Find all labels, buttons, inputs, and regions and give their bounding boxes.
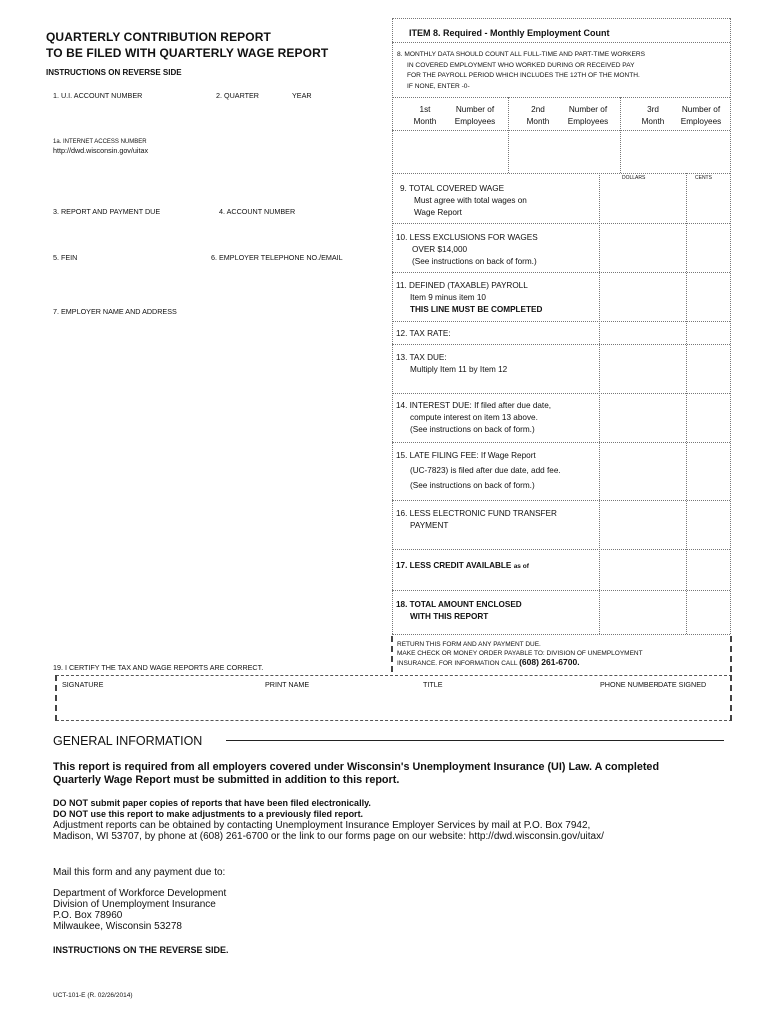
item10-dollars-field[interactable]	[601, 224, 685, 271]
signature-box-bottom	[56, 720, 732, 721]
ui-account-number-label: 1. U.I. ACCOUNT NUMBER	[53, 91, 143, 100]
fein-label: 5. FEIN	[53, 253, 78, 262]
cents-column-divider	[686, 173, 687, 634]
cents-header: CENTS	[695, 175, 712, 181]
item9-cents-field[interactable]	[688, 182, 728, 222]
item11-label: 11. DEFINED (TAXABLE) PAYROLL Item 9 minus item 10 THIS LINE MUST BE COMPLETED	[396, 281, 543, 314]
item17-label: 17. LESS CREDIT AVAILABLE as of	[396, 561, 529, 570]
instructions-note: INSTRUCTIONS ON REVERSE SIDE	[46, 68, 182, 77]
item16-label: 16. LESS ELECTRONIC FUND TRANSFER PAYMENT	[396, 509, 557, 530]
print-name-field[interactable]	[262, 692, 417, 718]
item13-dollars-field[interactable]	[601, 345, 685, 392]
item13-cents-field[interactable]	[688, 345, 728, 392]
month-1-employee-count-field[interactable]	[395, 132, 505, 172]
signature-box-right	[730, 675, 732, 721]
month-header-bottom	[392, 130, 730, 131]
item14-cents-field[interactable]	[688, 394, 728, 441]
employees-3-label: Number of Employees	[680, 105, 722, 126]
signature-box-top	[56, 675, 732, 676]
phone-number-label: PHONE NUMBER	[600, 680, 659, 689]
item18-cents-field[interactable]	[688, 591, 728, 633]
item9-label: 9. TOTAL COVERED WAGE Must agree with total wages on Wage Report	[400, 184, 527, 217]
item14-label: 14. INTEREST DUE: If filed after due date, compute interest on item 13 above. (See instructions on back of form.)	[396, 401, 552, 434]
month-header-top	[392, 97, 730, 98]
phone-number-field[interactable]	[598, 692, 654, 718]
month-1-label: 1st Month	[413, 105, 437, 126]
item8-title-divider	[392, 42, 730, 43]
return-block-left-border	[391, 636, 393, 672]
year-label: YEAR	[292, 91, 312, 100]
title-field[interactable]	[420, 692, 595, 718]
date-signed-label: DATE SIGNED	[658, 680, 707, 689]
item15-label: 15. LATE FILING FEE: If Wage Report (UC-7823) is filed after due date, add fee. (See instructions on back of form.)	[396, 451, 561, 490]
item8-description: 8. MONTHLY DATA SHOULD COUNT ALL FULL-TIME AND PART-TIME WORKERS IN COVERED EMPLOYMENT WHO WORKED DURING OR RECEIVED PAY FOR THE PAYROLL PERIOD WHICH INCLUDES THE 12TH OF THE MONTH. IF NONE, ENTER -0-	[397, 51, 646, 90]
form-title-line1: QUARTERLY CONTRIBUTION REPORT	[46, 30, 271, 44]
right-column-left-border	[392, 18, 393, 634]
item15-dollars-field[interactable]	[601, 443, 685, 499]
certify-statement: 19. I CERTIFY THE TAX AND WAGE REPORTS ARE CORRECT.	[53, 663, 264, 672]
item18-dollars-field[interactable]	[601, 591, 685, 633]
item17-dollars-field[interactable]	[601, 550, 685, 589]
item10-cents-field[interactable]	[688, 224, 728, 271]
title-label: TITLE	[423, 680, 443, 689]
month-divider-2	[620, 97, 621, 173]
internet-access-label: 1a. INTERNET ACCESS NUMBER	[53, 139, 147, 145]
general-info-intro: This report is required from all employers covered under Wisconsin's Unemployment Insurance (UI) Law. A completed Quarterly Wage Report must be submitted in addition to this report.	[53, 761, 660, 786]
item17-cents-field[interactable]	[688, 550, 728, 589]
employer-name-label: 7. EMPLOYER NAME AND ADDRESS	[53, 307, 177, 316]
adjustment-info: Adjustment reports can be obtained by contacting Unemployment Insurance Employer Services by mail at P.O. Box 7942, Madison, WI 53707, by phone at (608) 261-6700 or the link to our forms page on our website: http://dwd.wisconsin.gov/uitax/	[53, 820, 604, 842]
item18-divider	[392, 634, 730, 635]
month-2-label: 2nd Month	[526, 105, 550, 126]
right-column-top-border	[392, 18, 730, 19]
date-signed-field[interactable]	[656, 692, 728, 718]
month-3-employee-count-field[interactable]	[622, 132, 728, 172]
report-due-label: 3. REPORT AND PAYMENT DUE	[53, 207, 161, 216]
item9-dollars-field[interactable]	[601, 182, 685, 222]
warning-electronic: DO NOT submit paper copies of reports that have been filed electronically.	[53, 798, 371, 808]
item15-cents-field[interactable]	[688, 443, 728, 499]
item16-dollars-field[interactable]	[601, 501, 685, 548]
return-instructions: RETURN THIS FORM AND ANY PAYMENT DUE. MAKE CHECK OR MONEY ORDER PAYABLE TO: DIVISION OF UNEMPLOYMENT INSURANCE. FOR INFORMATION CALL (608) 261-6700.	[397, 641, 643, 667]
employees-1-label: Number of Employees	[454, 105, 496, 126]
item10-label: 10. LESS EXCLUSIONS FOR WAGES OVER $14,000 (See instructions on back of form.)	[396, 233, 538, 266]
form-id: UCT-101-E (R. 02/26/2014)	[53, 992, 133, 999]
employees-2-label: Number of Employees	[567, 105, 609, 126]
telephone-email-label: 6. EMPLOYER TELEPHONE NO./EMAIL	[211, 253, 343, 262]
reverse-side-note: INSTRUCTIONS ON THE REVERSE SIDE.	[53, 945, 229, 955]
general-info-rule	[226, 740, 724, 741]
month-3-label: 3rd Month	[641, 105, 665, 126]
dollars-header: DOLLARS	[622, 175, 646, 181]
quarter-label: 2. QUARTER	[216, 91, 260, 100]
employment-count-bottom	[392, 173, 730, 174]
month-2-employee-count-field[interactable]	[510, 132, 618, 172]
month-divider-1	[508, 97, 509, 173]
dollars-column-divider	[599, 173, 600, 634]
item11-dollars-field[interactable]	[601, 273, 685, 320]
return-block-right-border	[730, 636, 732, 672]
form-title-line2: TO BE FILED WITH QUARTERLY WAGE REPORT	[46, 46, 329, 60]
item12-label: 12. TAX RATE:	[396, 329, 451, 338]
mail-to-label: Mail this form and any payment due to:	[53, 867, 226, 878]
item18-label: 18. TOTAL AMOUNT ENCLOSED WITH THIS REPORT	[396, 600, 522, 621]
item11-cents-field[interactable]	[688, 273, 728, 320]
item14-dollars-field[interactable]	[601, 394, 685, 441]
item8-title: ITEM 8. Required - Monthly Employment Count	[409, 28, 610, 38]
account-number-label: 4. ACCOUNT NUMBER	[219, 207, 296, 216]
item16-cents-field[interactable]	[688, 501, 728, 548]
signature-label: SIGNATURE	[62, 680, 104, 689]
item13-label: 13. TAX DUE: Multiply Item 11 by Item 12	[396, 353, 508, 374]
right-column-right-border	[730, 18, 731, 634]
warning-adjustments: DO NOT use this report to make adjustments to a previously filed report.	[53, 809, 364, 819]
mailing-address: Department of Workforce Development Division of Unemployment Insurance P.O. Box 78960 Milwaukee, Wisconsin 53278	[53, 888, 227, 932]
internet-url: http://dwd.wisconsin.gov/uitax	[53, 146, 149, 155]
signature-field[interactable]	[60, 692, 255, 718]
signature-box-left	[55, 675, 57, 721]
print-name-label: PRINT NAME	[265, 680, 310, 689]
general-info-heading: GENERAL INFORMATION	[53, 734, 203, 748]
item12-tax-rate-field[interactable]	[601, 322, 728, 343]
